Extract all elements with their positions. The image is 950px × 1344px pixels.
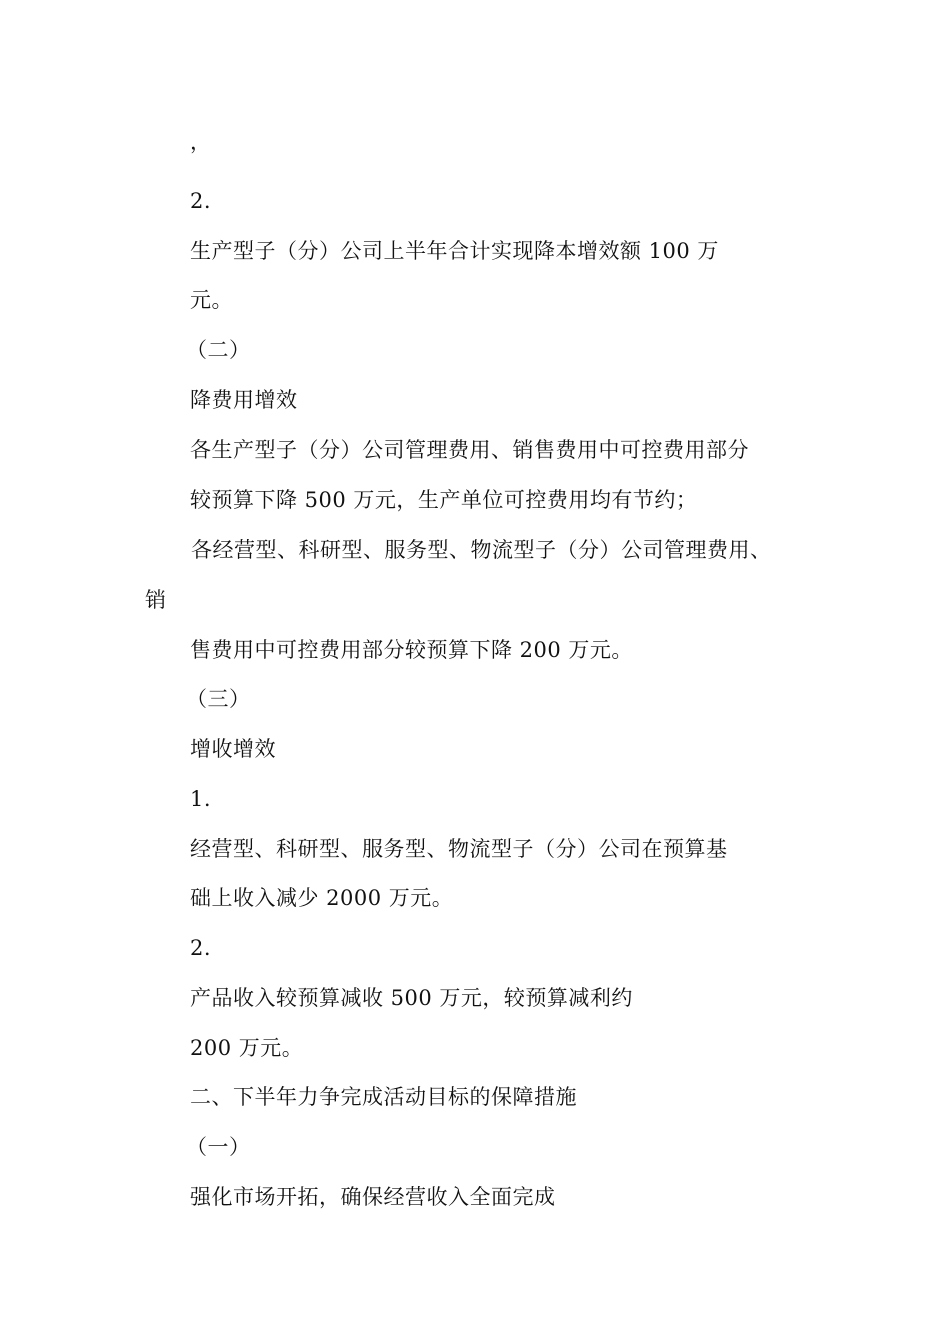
section-heading: 强化市场开拓，确保经营收入全面完成 <box>190 1185 556 1209</box>
paragraph-line: 生产型子（分）公司上半年合计实现降本增效额 100 万 <box>190 239 719 263</box>
paragraph-line: 较预算下降 500 万元，生产单位可控费用均有节约； <box>190 488 698 512</box>
paragraph-line: 产品收入较预算减收 500 万元，较预算减利约 <box>190 986 633 1010</box>
section-number: （一） <box>186 1135 251 1159</box>
chapter-heading: 二、下半年力争完成活动目标的保障措施 <box>190 1085 577 1109</box>
paragraph-line: 经营型、科研型、服务型、物流型子（分）公司在预算基 <box>190 837 728 861</box>
paragraph-line: 础上收入减少 2000 万元。 <box>190 886 454 910</box>
paragraph-line: 售费用中可控费用部分较预算下降 200 万元。 <box>190 638 633 662</box>
paragraph-line: 元。 <box>190 288 233 312</box>
paragraph-line: 各生产型子（分）公司管理费用、销售费用中可控费用部分 <box>190 438 749 462</box>
list-number-2: 2. <box>190 189 212 213</box>
text-line-comma: ， <box>190 130 212 154</box>
list-number-1: 1. <box>190 787 212 811</box>
list-number-2: 2. <box>190 936 212 960</box>
paragraph-line: 销 <box>145 588 167 612</box>
paragraph-line: 各经营型、科研型、服务型、物流型子（分）公司管理费用、 <box>191 538 772 562</box>
section-number: （三） <box>186 687 251 711</box>
section-number: （二） <box>186 338 251 362</box>
paragraph-line: 200 万元。 <box>190 1036 304 1060</box>
section-heading: 降费用增效 <box>190 388 298 412</box>
section-heading: 增收增效 <box>190 737 276 761</box>
